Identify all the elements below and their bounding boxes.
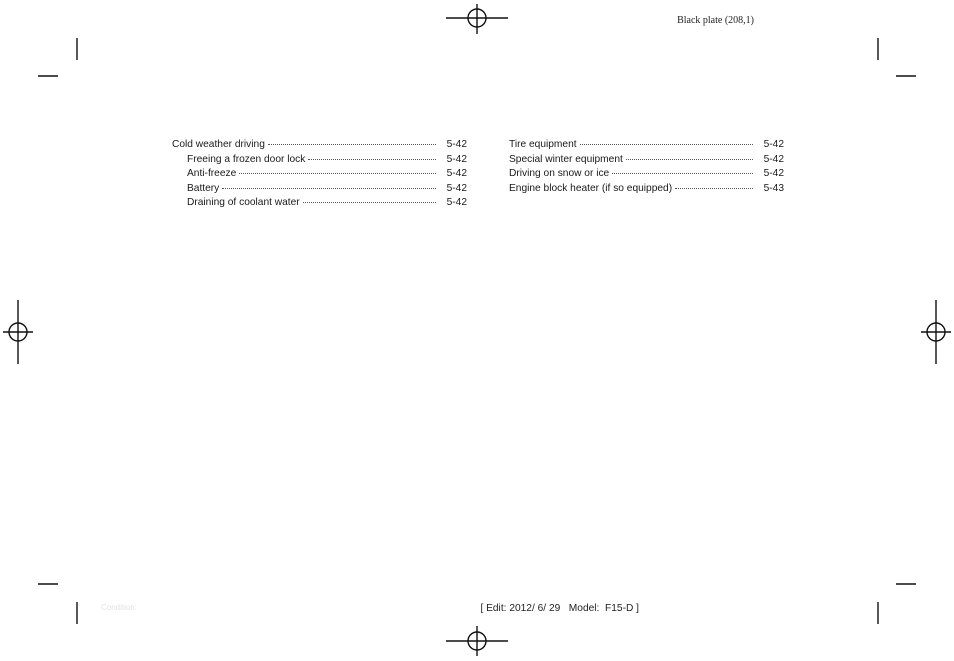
toc-entry[interactable] bbox=[509, 139, 784, 154]
crop-mark-bottom-left bbox=[38, 584, 77, 624]
edit-info: [ Edit: 2012/ 6/ 29 Model: F15-D ] bbox=[480, 603, 639, 614]
toc-entry-page: 5-42 bbox=[446, 139, 467, 150]
toc-entry-page: 5-42 bbox=[446, 182, 467, 194]
toc-entry[interactable] bbox=[172, 154, 467, 169]
toc-entry-label: Special winter equipment bbox=[509, 153, 623, 165]
registration-mark-top bbox=[446, 4, 508, 34]
toc-entry-label: Anti-freeze bbox=[187, 168, 237, 180]
toc-column-right bbox=[509, 139, 784, 197]
toc-leader-dots bbox=[580, 144, 753, 145]
toc-leader-dots bbox=[626, 159, 753, 160]
toc-entry-label: Freeing a frozen door lock bbox=[187, 153, 306, 165]
toc-entry[interactable] bbox=[172, 183, 467, 198]
toc-entry-label: Tire equipment bbox=[509, 139, 577, 150]
registration-mark-bottom bbox=[446, 626, 508, 656]
toc-entry-page: 5-42 bbox=[446, 168, 467, 180]
toc-entry-page: 5-42 bbox=[763, 168, 784, 180]
toc-entry[interactable] bbox=[172, 168, 467, 183]
toc-entry-label: Draining of coolant water bbox=[187, 197, 300, 209]
toc-entry-label: Driving on snow or ice bbox=[509, 168, 610, 180]
crop-mark-bottom-right bbox=[878, 584, 916, 624]
registration-mark-right bbox=[921, 300, 951, 364]
toc-entry-label: Battery bbox=[187, 182, 220, 194]
toc-column-left bbox=[172, 139, 467, 212]
plate-label: Black plate (208,1) bbox=[677, 15, 754, 26]
toc-entry-label: Cold weather driving bbox=[172, 139, 265, 150]
toc-entry-page: 5-42 bbox=[763, 153, 784, 165]
toc-leader-dots bbox=[303, 202, 436, 203]
toc-entry[interactable] bbox=[172, 139, 467, 154]
toc-leader-dots bbox=[308, 159, 436, 160]
toc-leader-dots bbox=[268, 144, 436, 145]
crop-mark-top-right bbox=[878, 38, 916, 76]
toc-entry-page: 5-42 bbox=[446, 153, 467, 165]
toc-entry-page: 5-42 bbox=[446, 197, 467, 209]
toc-leader-dots bbox=[222, 188, 436, 189]
registration-mark-left bbox=[3, 300, 33, 364]
crop-mark-top-left bbox=[38, 38, 77, 76]
toc-leader-dots bbox=[675, 188, 753, 189]
toc-entry-label: Engine block heater (if so equipped) bbox=[509, 182, 673, 194]
toc-entry[interactable] bbox=[172, 197, 467, 212]
toc-entry[interactable] bbox=[509, 168, 784, 183]
toc-entry-page: 5-42 bbox=[763, 139, 784, 150]
toc-entry[interactable] bbox=[509, 154, 784, 169]
condition-label: Condition: bbox=[101, 603, 138, 612]
toc-leader-dots bbox=[612, 173, 753, 174]
toc-leader-dots bbox=[239, 173, 436, 174]
toc-entry-page: 5-43 bbox=[763, 182, 784, 194]
toc-entry[interactable] bbox=[509, 183, 784, 198]
